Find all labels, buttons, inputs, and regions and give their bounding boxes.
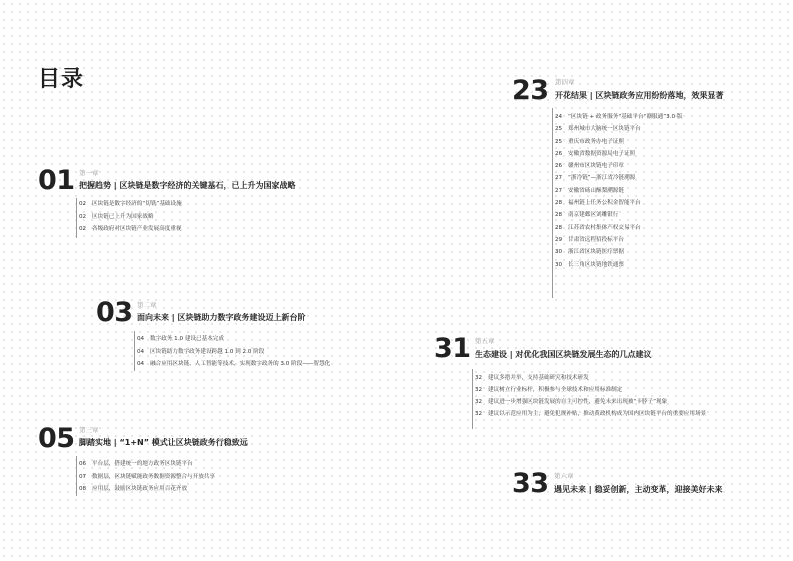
page-number: 24: [555, 114, 563, 120]
chapter-title[interactable]: 把握趋势 | 区块链是数字经济的关键基石，已上升为国家战略: [79, 181, 296, 190]
toc-entry[interactable]: [555, 160, 682, 172]
entry-text: 融合应用区块链、人工智能等技术，实现数字政务的 3.0 阶段——智慧化: [150, 361, 331, 367]
entry-text: 郑州城市大脑统一区块链平台: [568, 126, 641, 133]
chapter-4: [512, 76, 782, 306]
toc-entry[interactable]: [79, 211, 182, 224]
toc-entry[interactable]: [475, 408, 706, 420]
chapter-item-list: [475, 372, 706, 420]
page-number: 04: [137, 348, 145, 355]
chapter-tag: 第一章: [79, 169, 99, 177]
toc-entry[interactable]: [555, 209, 682, 221]
chapter-number: 31: [434, 333, 471, 364]
toc-entry[interactable]: [555, 185, 682, 197]
toc-entry[interactable]: [555, 197, 682, 209]
chapter-item-list: [79, 198, 182, 236]
page-number: 27: [555, 175, 563, 182]
chapter-divider: [472, 369, 473, 429]
page-number: 30: [555, 249, 563, 256]
toc-entry[interactable]: [555, 111, 682, 123]
toc-entry[interactable]: [137, 358, 330, 371]
entry-text: 长三角区块链地铁通票: [568, 261, 624, 268]
chapter-divider: [76, 198, 77, 238]
toc-entry[interactable]: [79, 458, 215, 471]
toc-entry[interactable]: [79, 198, 182, 211]
page-number: 02: [79, 201, 87, 207]
toc-entry[interactable]: [555, 136, 682, 148]
page-number: 32: [475, 399, 483, 405]
entry-text: 平台层，搭建统一的地方政务区块链平台: [92, 461, 193, 467]
page-number: 04: [137, 336, 145, 342]
toc-entry[interactable]: [555, 123, 682, 135]
page-number: 29: [555, 236, 563, 243]
entry-text: 区块链已上升为国家战略: [92, 213, 154, 220]
toc-entry[interactable]: [555, 259, 682, 271]
entry-text: 建议多措并举，支持基础研究和技术研发: [488, 375, 589, 381]
page-number: 26: [555, 150, 563, 157]
chapter-tag: 第六章: [554, 472, 574, 480]
entry-text: 江苏省农村集体产权交易平台: [568, 224, 641, 231]
entry-text: 区块链助力数字政务建设跨越 1.0 到 2.0 阶段: [150, 348, 265, 355]
toc-entry[interactable]: [137, 346, 330, 359]
chapter-title[interactable]: 生态建设 | 对优化我国区块链发展生态的几点建议: [475, 350, 652, 359]
page-number: 27: [555, 187, 563, 194]
entry-text: 甘肃省远程招投标平台: [568, 236, 624, 243]
page-number: 07: [79, 473, 87, 480]
toc-entry[interactable]: [79, 471, 215, 484]
page-number: 28: [555, 212, 563, 219]
toc-entry[interactable]: [475, 372, 706, 384]
chapter-1: [38, 166, 338, 246]
page-number: 08: [79, 486, 87, 492]
chapter-tag: 第五章: [475, 337, 495, 345]
chapter-number: 23: [512, 75, 549, 106]
entry-text: 安徽省砀山酥梨溯源链: [568, 187, 624, 194]
chapter-number: 33: [512, 468, 549, 499]
chapter-divider: [134, 331, 135, 371]
page-number: 32: [475, 375, 483, 381]
entry-text: “区块链 + 政务服务”基础平台“赣服通”3.0 版: [568, 114, 683, 120]
chapter-number: 01: [38, 165, 75, 196]
chapter-item-list: [555, 111, 682, 271]
page-number: 04: [137, 361, 145, 367]
toc-entry[interactable]: [555, 172, 682, 184]
chapter-6: [512, 469, 772, 509]
entry-text: 建议进一步增强区块链发展的自主可控性，避免未来出现被“卡脖子”现象: [488, 399, 668, 405]
page-number: 02: [79, 226, 87, 232]
toc-entry[interactable]: [137, 333, 330, 346]
chapter-title[interactable]: 开花结果 | 区块链政务应用纷纷落地，效果显著: [555, 91, 724, 100]
entry-text: 赣州市区块链电子印章: [568, 163, 624, 170]
toc-entry[interactable]: [555, 246, 682, 258]
entry-text: 安徽省数据资源局电子证照: [568, 150, 636, 157]
entry-text: 数据层，区块链赋能政务数据资源整合与开放共享: [92, 473, 216, 480]
chapter-5: [434, 334, 784, 434]
page-number: 06: [79, 461, 87, 467]
toc-entry[interactable]: [475, 396, 706, 408]
page-number: 32: [475, 387, 483, 393]
page-number: 26: [555, 163, 563, 170]
page-number: 25: [555, 138, 563, 145]
chapter-tag: 第二章: [137, 301, 157, 309]
toc-entry[interactable]: [79, 223, 182, 236]
chapter-divider: [76, 456, 77, 496]
entry-text: 各级政府对区块链产业发展高度重视: [92, 226, 182, 232]
page-number: 30: [555, 261, 563, 268]
page-number: 32: [475, 411, 483, 417]
chapter-tag: 第三章: [79, 426, 99, 434]
entry-text: 建议以示范应用为主，避免犯规补贴，推动黄政机构成为国内区块链平台的重要应用场景: [488, 411, 707, 417]
chapter-title[interactable]: 遇见未来 | 稳妥创新，主动变革，迎接美好未来: [554, 485, 723, 494]
page-number: 02: [79, 213, 87, 220]
chapter-number: 03: [96, 297, 133, 328]
entry-text: 南京建邺区刘雕银行: [568, 212, 619, 219]
page-number: 28: [555, 200, 563, 207]
entry-text: 福州链上任务公积金智能平台: [568, 200, 641, 207]
page-number: 25: [555, 126, 563, 133]
chapter-2: [96, 298, 396, 378]
chapter-title[interactable]: 脚踏实地 | “1+N” 模式让区块链政务行稳致远: [79, 438, 248, 447]
entry-text: 浙江省区块链医疗票据: [568, 249, 624, 256]
chapter-tag: 第四章: [555, 78, 575, 86]
entry-text: 重庆市政务办电子证照: [568, 138, 624, 145]
chapter-divider: [552, 108, 553, 298]
entry-text: “浙冷链”—浙江省冷链溯源: [568, 175, 636, 182]
entry-text: 建议树立行业标杆，积极参与全球技术和应用标准制定: [488, 387, 623, 393]
toc-entry[interactable]: [79, 483, 215, 496]
toc-entry[interactable]: [555, 234, 682, 246]
page-title: 目录: [38, 67, 85, 92]
entry-text: 区块链是数字经济的“切铣”基础设施: [92, 201, 182, 207]
chapter-title[interactable]: 面向未来 | 区块链助力数字政务建设迈上新台阶: [137, 313, 306, 322]
toc-entry[interactable]: [555, 148, 682, 160]
toc-entry[interactable]: [555, 222, 682, 234]
chapter-number: 05: [38, 423, 75, 454]
entry-text: 数字政务 1.0 建设已基本完成: [150, 336, 224, 342]
entry-text: 应用层，鼓励区块链政务应用百花齐放: [92, 486, 188, 492]
toc-entry[interactable]: [475, 384, 706, 396]
page-number: 28: [555, 224, 563, 231]
chapter-item-list: [137, 333, 330, 371]
chapter-3: [38, 424, 338, 504]
chapter-item-list: [79, 458, 215, 496]
